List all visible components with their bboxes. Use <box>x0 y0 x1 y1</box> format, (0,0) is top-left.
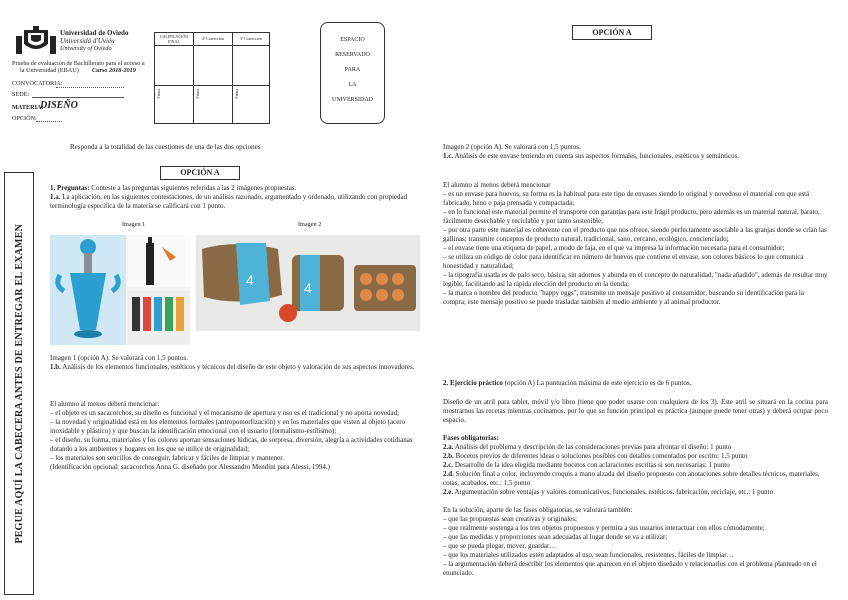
q1b-block <box>50 354 418 372</box>
right-option-title: OPCIÓN A <box>572 25 652 40</box>
q2-label: 2. Ejercicio práctico <box>443 379 503 387</box>
materia-label: MATERIA: <box>12 104 44 111</box>
grading-table <box>154 32 270 124</box>
solution-block <box>443 506 828 578</box>
phases-block <box>443 434 828 497</box>
phase-text: Solución final a color, incluyendo croquis a mano alzada del diseño propuesto con anotaciones sobre detalles técnicos, materiales, cotas, acabados, etc.: 1,5 punto <box>443 470 820 487</box>
phase-label: 2.b. <box>443 452 454 460</box>
firma-3: Firma <box>234 89 239 99</box>
solution-bullet: – que las medidas y proporciones sean adecuadas al lugar donde se va a utilizar; <box>443 533 668 541</box>
q1a-text: La aplicación, en las siguientes contestaciones, de un análisis razonado, argumentado y ordenado, utilizando con propiedad terminología específica de la materia se calificará con 1 punto. <box>50 193 408 210</box>
side-banner-text: PEGUE AQUÍ LA CABECERA ANTES DE ENTREGAR EL EXAMEN <box>13 223 25 544</box>
opcion-label: OPCIÓN: <box>12 115 37 122</box>
grading-col3: 3ª Corrección <box>240 36 262 41</box>
right-mention-block <box>443 181 828 307</box>
phase-label: 2.c. <box>443 461 454 469</box>
exam-title-2: la Universidad (EBAU) <box>20 67 79 74</box>
q1a-label: 1.a. <box>50 193 61 201</box>
q1c-label: 1.c. <box>443 152 454 160</box>
left-must-mention: El alumno al menos deberá mencionar: <box>50 400 160 408</box>
image-1-corkscrew <box>50 235 190 345</box>
right-bullet: – es un envase para huevos, su forma es la habitual para este tipo de envases siendo lo original y novedoso el material con que está fabricado, heno o paja prensada y compactada; <box>443 190 810 207</box>
egg-label-number-2: 4 <box>304 280 312 296</box>
q1c-block <box>443 143 828 161</box>
phase-label: 2.a. <box>443 443 454 451</box>
convocatoria-field[interactable] <box>56 87 124 88</box>
phases-title: Fases obligatorias: <box>443 434 499 442</box>
solution-bullet: – que realmente sostenga a los tres objetos propuestos y permita a sus usuarios interactuar con ellos cómodamente; <box>443 524 765 532</box>
phase-label: 2.e. <box>443 488 454 496</box>
img2-value-line: Imagen 2 (opción A). Se valorará con 1,5 puntos. <box>443 143 581 151</box>
grading-col2: 2ª Corrección <box>202 36 224 41</box>
q2-text: (opción A) La puntuación máxima de este ejercicio es de 6 puntos. <box>502 379 692 387</box>
img1-value-line: Imagen 1 (opción A). Se valorará con 1,5 puntos. <box>50 354 188 362</box>
left-bullet: – la novedad y originalidad está en los elementos formales (antropomorfización) y en los materiales que visten al objeto (acero inoxidable y plástico) y que buscan la identificación emocional con el usuario (formalismo-estilismo); <box>50 418 406 435</box>
right-bullet: – en lo funcional este material permite el transporte con garantías para este frágil producto, pero además es un material natural, barato, fácilmente desechable y reciclable y por tanto sostenible; <box>443 208 820 225</box>
image2-caption: Imagen 2 <box>298 221 322 228</box>
side-banner <box>4 172 34 595</box>
q1c-text: Análisis de este envase teniendo en cuenta sus aspectos formales, funcionales, estéticos y semánticos. <box>453 152 740 160</box>
phase-text: Bocetos previos de diferentes ideas o soluciones posibles con detalles comentados por escrito: 1,5 punto <box>453 452 748 460</box>
opcion-field[interactable] <box>36 121 62 122</box>
firma-2: Firma <box>195 89 200 99</box>
q1-label: 1. Preguntas: <box>50 184 90 192</box>
image1-caption: Imagen 1 <box>122 221 146 228</box>
q1-text: Conteste a las preguntas siguientes referidas a las 2 imágenes propuestas. <box>89 184 297 192</box>
right-bullet: – se utiliza un código de color para identificar en número de huevos que contiene el envase, son colores básicos lo que comunica honestidad y naturalidad; <box>443 253 804 270</box>
q2-block <box>443 379 828 388</box>
grading-col1: CALIFICACIÓN FINAL <box>159 34 189 44</box>
course-label: Curso 2018-2019 <box>92 67 136 74</box>
phase-label: 2.d. <box>443 470 454 478</box>
university-name-2: Universidá d'Uviéu <box>60 37 115 45</box>
right-bullet: – la tipografía usada es de palo seco, básica, sin adornos y abunda en el concepto de naturalidad, "nada añadido", además de resultar muy legible, facilitando así la rápida elección del producto en la tienda; <box>443 271 828 288</box>
reserved-3: PARA <box>344 67 361 73</box>
sede-label: SEDE: <box>12 91 30 98</box>
sede-field[interactable] <box>32 97 124 98</box>
q1b-text: Análisis de los elementos funcionales, estéticos y técnicos del diseño de este objeto y valoración de sus aspectos innovadores. <box>60 363 415 371</box>
left-bullet: – el objeto es un sacacorchos, su diseño es funcional y el mecanismo de apertura y uso es el tradicional y no aporta novedad; <box>50 409 400 417</box>
reserved-4: LA <box>348 82 357 88</box>
university-logo <box>16 26 56 54</box>
solution-bullet: – la argumentación deberá describir los elementos que aparecen en el objeto diseñado y relacionarlos con el problema planteado en el enunciado. <box>443 560 817 577</box>
wine-bottle-icon <box>146 243 154 285</box>
instructions: Responda a la totalidad de las cuestiones de una de las dos opciones <box>70 143 261 151</box>
university-name-3: University of Oviedo <box>60 45 112 52</box>
right-bullet: – por otra parte este material es coherente con el producto que nos ofrece, siendo perfectamente asociable a las granjas donde se crían las gallinas; transmite conceptos de producto natural, tradicional, sano, cercano, ecológico, concienciado; <box>443 226 827 243</box>
q1b-label: 1.b. <box>50 363 61 371</box>
solution-bullet: – que las propuestas sean creativas y originales; <box>443 515 577 523</box>
right-bullet: – el envase tiene una etiqueta de papel, a modo de faja, en el que va impresa la información necesaria para el consumidor; <box>443 244 785 252</box>
solution-bullet: – que se pueda plegar, mover, guardar… <box>443 542 557 550</box>
crest-icon <box>16 26 56 54</box>
reserved-1: ESPACIO <box>340 37 365 43</box>
q2-description: Diseño de un atril para tablet, móvil y/o libro (tiene que poder usarse con cualquiera de los 3). Este atril se situará en la cocina para mostrarnos las recetas mientras cocinamos, por lo que su función principal es práctica (aunque puede tener otras) y deberá ocupar poco espacio. <box>443 398 828 424</box>
materia-value: DISEÑO <box>40 100 78 111</box>
reserved-2: RESERVADO <box>335 52 370 58</box>
left-identification: (Identificación opcional: sacacorchos Anna G. diseñado por Alessandro Mendini para Alessi, 1994.) <box>50 463 330 471</box>
right-must-mention: El alumno al menos deberá mencionar <box>443 181 551 189</box>
q1-block <box>50 184 418 211</box>
left-bullet: – el diseño, su forma, materiales y los colores aportan sensaciones lúdicas, de sorpresa, diversión, alegría a actividades cotidianas dotando a los ambientes y hogares en los que se utilice de originalidad; <box>50 436 413 453</box>
university-name-1: Universidad de Oviedo <box>60 29 129 37</box>
exam-title-1: Prueba de evaluación de Bachillerato para el acceso a <box>12 60 145 67</box>
right-bullet: – la marca o nombre del producto "happy eggs", transmite un mensaje positivo al consumidor, buscando su identificación para la compra; este mensaje positivo se puede trasladar también al medio ambiente y al animal productor. <box>443 289 804 306</box>
image-2-egg-box <box>196 235 420 331</box>
egg-label-number: 4 <box>246 272 254 288</box>
left-option-title: OPCIÓN A <box>160 166 240 180</box>
reserved-5: UNIVERSIDAD <box>332 97 373 103</box>
university-reserved-space <box>320 22 385 124</box>
left-mention-block <box>50 400 418 472</box>
firma-1: Firma <box>156 89 161 99</box>
left-bullet: – los materiales son sencillos de conseguir, fabricar y fáciles de limpiar y mantener. <box>50 454 284 462</box>
phase-text: Desarrollo de la idea elegida mediante bocetos con aclaraciones escritas si son necesarias: 1 punto <box>453 461 730 469</box>
phase-text: Análisis del problema y descripción de las consideraciones previas para afrontar el diseño: 1 punto <box>453 443 732 451</box>
convocatoria-label: CONVOCATORIA: <box>12 80 63 87</box>
phase-text: Argumentación sobre ventajas y valores comunicativos, funcionales, estéticos, fabricación, reciclaje, etc.: 1 punto <box>453 488 774 496</box>
solution-intro: En la solución, aparte de las fases obligatorias, se valorará también: <box>443 506 633 514</box>
solution-bullet: – que los materiales utilizados estén adaptados al uso, sean funcionales, resistentes, fáciles de limpiar… <box>443 551 734 559</box>
